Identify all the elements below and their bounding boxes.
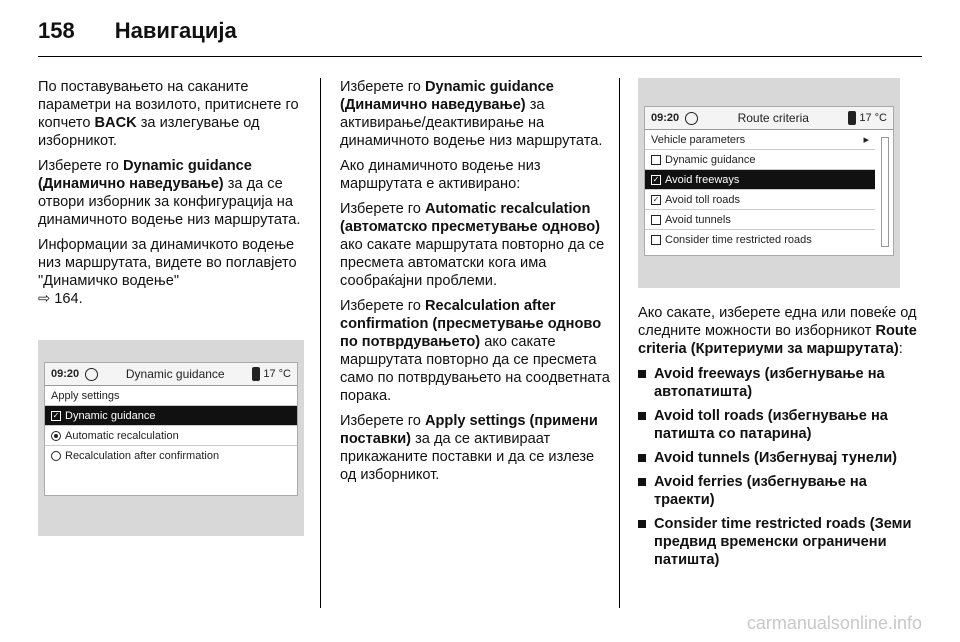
back-key-label: BACK xyxy=(94,115,137,131)
bullet-square-icon xyxy=(638,478,646,486)
bullet-item: Avoid tunnels (Избегнувај тунели) xyxy=(638,449,924,467)
col1-paragraph-1: По поставувањето на саканите параметри на возилото, притиснете го копчето BACK за излегување од изборникот. xyxy=(38,79,299,149)
screen-2-row-tunnels: Avoid tunnels xyxy=(645,210,875,230)
col1-paragraph-3: Информации за динамичкото водење низ маршрутата, видете во поглавјето "Динамичко водење" ⇨ 164. xyxy=(38,237,297,307)
radio-off-icon xyxy=(51,451,61,461)
screen-2-scrollbar xyxy=(881,137,889,247)
col1-paragraph-2: Изберете го Dynamic guidance (Динамично наведување) за да се отвори изборник за конфигурација на динамичното водење низ маршрутата. xyxy=(38,158,301,228)
column-divider-1 xyxy=(320,78,321,608)
bullet-square-icon xyxy=(638,412,646,420)
dynamic-guidance-screen-image xyxy=(38,340,304,536)
screen-1-title: Dynamic guidance xyxy=(125,367,225,381)
checkbox-icon xyxy=(651,215,661,225)
bullet-square-icon xyxy=(638,370,646,378)
checkbox-checked-icon: ✓ xyxy=(652,174,660,184)
route-criteria-screen-image xyxy=(638,78,900,288)
section-title: Навигација xyxy=(114,18,237,43)
col2-paragraph-5: Изберете го Apply settings (примени поставки) за да се активираат прикажаните поставки и да се излезе од изборникот. xyxy=(340,413,598,483)
page-ref-arrow-icon: ⇨ xyxy=(38,291,51,307)
checkbox-icon xyxy=(651,155,661,165)
screen-2-row-time: Consider time restricted roads xyxy=(645,230,875,249)
checkbox-checked-icon: ✓ xyxy=(652,194,660,204)
radio-on-icon xyxy=(51,431,61,441)
page-header xyxy=(38,18,237,48)
checkbox-icon xyxy=(651,235,661,245)
screen-2-time: 09:20 xyxy=(651,112,680,124)
bullet-item: Avoid freeways (избегнување на автопатишта) xyxy=(638,365,924,401)
screen-1-status-bar xyxy=(45,363,297,386)
page-number: 158 xyxy=(38,18,75,43)
screen-1-row-auto: Automatic recalculation xyxy=(45,426,297,446)
clock-icon xyxy=(85,368,98,381)
bullet-item: Consider time restricted roads (Земи предвид временски ограничени патишта) xyxy=(638,515,924,569)
bullet-square-icon xyxy=(638,454,646,462)
screen-2-row-toll: ✓ Avoid toll roads xyxy=(645,190,875,210)
bullet-item: Avoid toll roads (избегнување на патишта со патарина) xyxy=(638,407,924,443)
header-rule xyxy=(38,56,922,57)
thermometer-icon xyxy=(252,367,260,381)
screen-2 xyxy=(644,106,894,256)
col2-paragraph-3: Изберете го Automatic recalculation (автоматско пресметување одново) ако сакате маршрутата повторно да се пресмета автоматски кога има сообраќајни проблеми. xyxy=(340,201,605,289)
watermark: carmanualsonline.info xyxy=(746,613,922,633)
page-ref: 164. xyxy=(54,291,83,307)
screen-1-time: 09:20 xyxy=(51,368,80,380)
col2-paragraph-4: Изберете го Recalculation after confirmation (пресметување одново по потврдувањето) ако сакате маршрутата повторно да се пресмета само по потврдувањето на соодветната порака. xyxy=(340,298,610,404)
bullet-item: Avoid ferries (избегнување на траекти) xyxy=(638,473,924,509)
checkbox-checked-icon: ✓ xyxy=(52,410,60,420)
thermometer-icon xyxy=(848,111,856,125)
arrow-right-icon: ▸ xyxy=(863,134,869,146)
column-3 xyxy=(638,304,924,575)
column-divider-2 xyxy=(619,78,620,608)
col2-paragraph-1: Изберете го Dynamic guidance (Динамично наведување) за активирање/деактивирање на динамичното водење низ маршрутата. xyxy=(340,79,603,149)
screen-2-row-freeways: ✓ Avoid freeways xyxy=(645,170,875,190)
screen-2-row-vehicle: Vehicle parameters ▸ xyxy=(645,130,875,150)
column-1 xyxy=(38,78,308,315)
col3-intro: Ако сакате, изберете една или повеќе од следните можности во изборникот Route criteria (Критериуми за маршрутата): xyxy=(638,305,917,357)
screen-1-temp: 17 °C xyxy=(252,367,291,381)
clock-icon xyxy=(685,112,698,125)
col2-paragraph-2: Ако динамичното водење низ маршрутата е активирано: xyxy=(340,158,541,192)
bullet-square-icon xyxy=(638,520,646,528)
screen-1-row-apply: Apply settings xyxy=(45,386,297,406)
screen-2-status-bar xyxy=(645,107,893,130)
screen-2-row-dynamic: Dynamic guidance xyxy=(645,150,875,170)
screen-1 xyxy=(44,362,298,496)
screen-2-temp: 17 °C xyxy=(848,111,887,125)
screen-1-row-confirm: Recalculation after confirmation xyxy=(45,446,297,465)
screen-2-title: Route criteria xyxy=(737,111,809,125)
column-2 xyxy=(340,78,610,491)
screen-1-row-dynamic: ✓ Dynamic guidance xyxy=(45,406,297,426)
